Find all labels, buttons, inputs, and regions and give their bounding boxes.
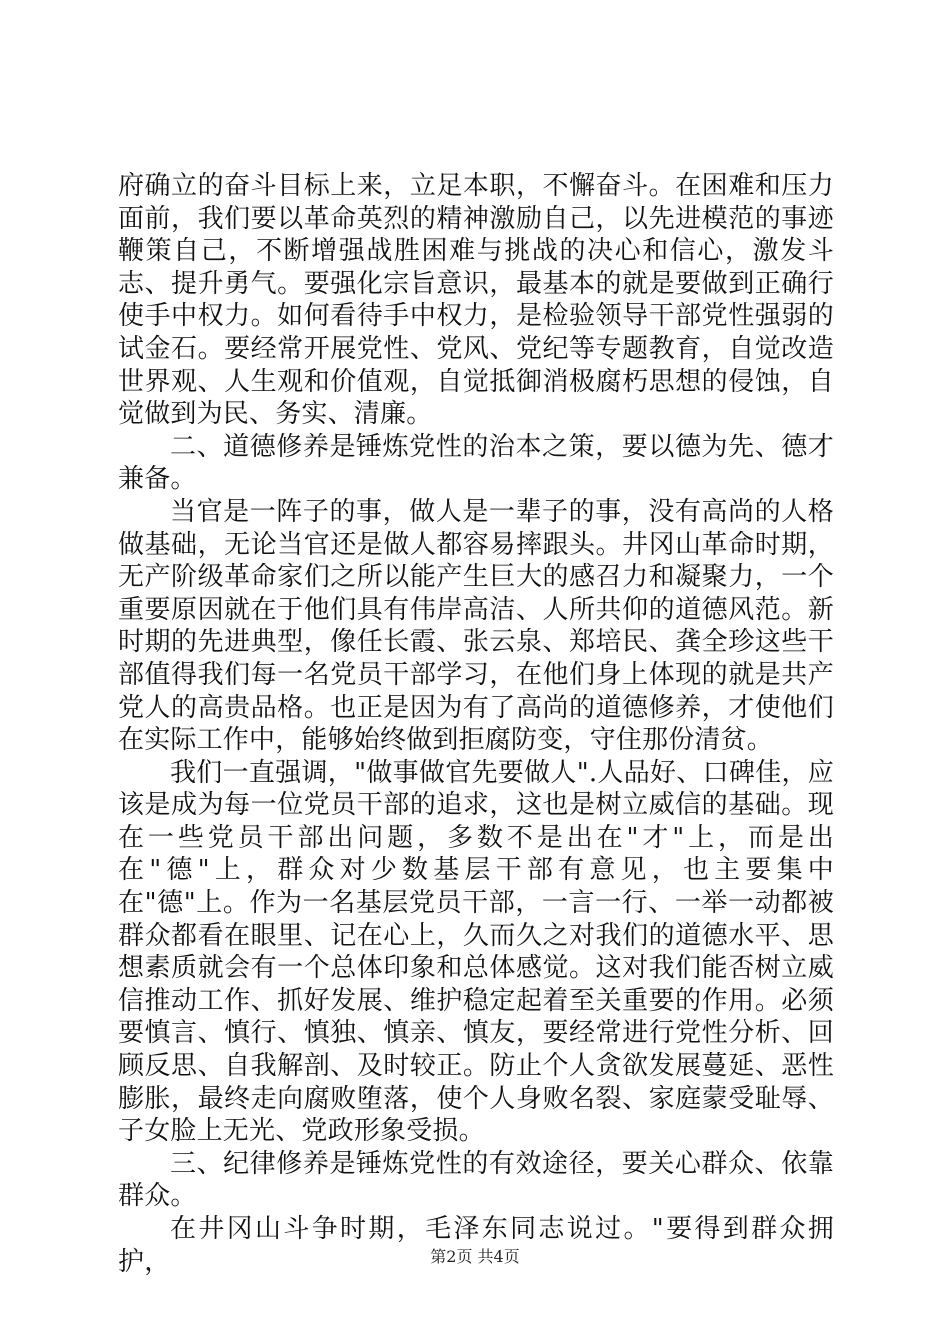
paragraph-3: 当官是一阵子的事，做人是一辈子的事，没有高尚的人格做基础，无论当官还是做人都容易摔跟头。井冈山革命时期，无产阶级革命家们之所以能产生巨大的感召力和凝聚力，一个重要原因就在于他们具有伟岸高洁、人所共仰的道德风范。新时期的先进典型，像任长霞、张云泉、郑培民、龚全珍这些干部值得我们每一名党员干部学习，在他们身上体现的就是共产党人的高贵品格。也正是因为有了高尚的道德修养，才使他们在实际工作中，能够始终做到拒腐防变，守住那份清贫。 xyxy=(118,496,834,756)
document-body xyxy=(118,170,834,1278)
page-number-footer: 第2页 共4页 xyxy=(430,1247,520,1266)
paragraph-4: 我们一直强调，"做事做官先要做人".人品好、口碑佳，应该是成为每一位党员干部的追求，这也是树立威信的基础。现在一些党员干部出问题，多数不是出在"才"上，而是出在"德"上，群众对少数基层干部有意见，也主要集中在"德"上。作为一名基层党员干部，一言一行、一举一动都被群众都看在眼里、记在心上，久而久之对我们的道德水平、思想素质就会有一个总体印象和总体感觉。这对我们能否树立威信推动工作、抓好发展、维护稳定起着至关重要的作用。必须要慎言、慎行、慎独、慎亲、慎友，要经常进行党性分析、回顾反思、自我解剖、及时较正。防止个人贪欲发展蔓延、恶性膨胀，最终走向腐败堕落，使个人身败名裂、家庭蒙受耻辱、子女脸上无光、党政形象受损。 xyxy=(118,757,834,1147)
paragraph-6: 在井冈山斗争时期，毛泽东同志说过。"要得到群众拥护， xyxy=(118,1214,834,1277)
paragraph-1: 府确立的奋斗目标上来，立足本职，不懈奋斗。在困难和压力面前，我们要以革命英烈的精神激励自己，以先进模范的事迹鞭策自己，不断增强战胜困难与挑战的决心和信心，激发斗志、提升勇气。要强化宗旨意识，最基本的就是要做到正确行使手中权力。如何看待手中权力，是检验领导干部党性强弱的试金石。要经常开展党性、党风、党纪等专题教育，自觉改造世界观、人生观和价值观，自觉抵御消极腐朽思想的侵蚀，自觉做到为民、务实、清廉。 xyxy=(118,171,834,430)
section-heading-3: 三、纪律修养是锤炼党性的有效途径，要关心群众、依靠群众。 xyxy=(118,1148,834,1212)
section-heading-2: 二、道德修养是锤炼党性的治本之策，要以德为先、德才兼备。 xyxy=(118,431,834,495)
